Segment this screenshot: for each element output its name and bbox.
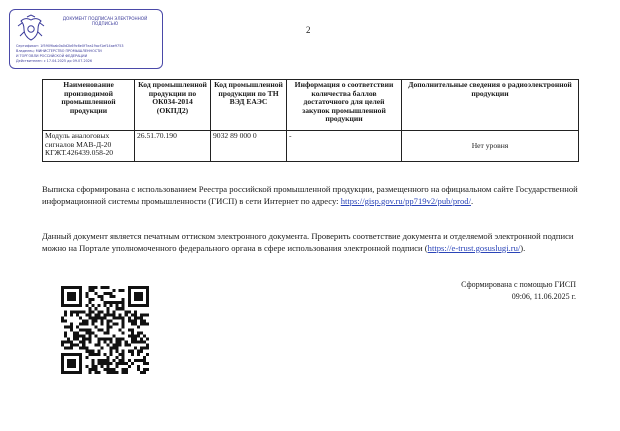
generated-info: [461, 279, 576, 303]
column-header: Наименование производимой промышленной продукции: [43, 80, 135, 131]
stamp-title: ДОКУМЕНТ ПОДПИСАН ЭЛЕКТРОННОЙ ПОДПИСЬЮ: [62, 16, 148, 26]
column-header: Информация о соответствии количества баллов достаточного для целей закупок промышленной продукции: [287, 80, 402, 131]
stamp-validity: Действителен: с 17.04.2025 до 09.07.2026: [16, 59, 93, 63]
signature-stamp: [9, 9, 163, 69]
gisp-link[interactable]: https://gisp.gov.ru/pp719v2/pub/prod/: [340, 195, 471, 206]
product-table: [42, 79, 579, 162]
registry-paragraph: Выписка сформирована с использованием Реестра российской промышленной продукции, размещенного на официальном сайте Государственной информационной системы промышленности (ГИСП) в сети Интернет по адресу: https://gisp.gov.ru/pp719v2/pub/prod/.: [42, 184, 578, 206]
stamp-owner: Владелец: МИНИСТЕРСТВО ПРОМЫШЛЕННОСТИ: [16, 49, 102, 53]
qr-code: [61, 286, 149, 374]
etrust-link[interactable]: https://e-trust.gosuslugi.ru/: [427, 242, 521, 253]
generated-datetime: 09:06, 11.06.2025 г.: [511, 292, 576, 301]
generated-label: Сформирована с помощью ГИСП: [461, 280, 576, 289]
table-row: [43, 131, 579, 162]
product-name-cell: Модуль аналоговых сигналов МАВ-Д-20 КГЖТ.426439.058-20: [43, 131, 135, 162]
coat-of-arms-emblem: [16, 14, 46, 44]
qr-modules: [61, 286, 149, 374]
radioelectronic-info-cell: Нет уровня: [402, 131, 579, 162]
tnved-code-cell: 9032 89 000 0: [211, 131, 287, 162]
stamp-owner-cont: И ТОРГОВЛИ РОССИЙСКОЙ ФЕДЕРАЦИИ: [16, 54, 88, 58]
points-info-cell: -: [287, 131, 402, 162]
page-number: 2: [306, 25, 311, 35]
stamp-certificate: Сертификат: 1f5909bab0a0d2b69c6e0f7ea19acf1ef14ae9753: [16, 44, 124, 48]
column-header: Код промышленной продукции по ОК034-2014 (ОКПД2): [135, 80, 211, 131]
column-header: Дополнительные сведения о радиоэлектронной продукции: [402, 80, 579, 131]
table-header-row: [43, 80, 579, 131]
column-header: Код промышленной продукции по ТН ВЭД ЕАЭС: [211, 80, 287, 131]
verification-paragraph: Данный документ является печатным оттиском электронного документа. Проверить соответствие документа и отделяемой электронной подписи можно на Портале уполномоченного федерального органа в сфере использования электронной подписи (https://e-trust.gosuslugi.ru/).: [42, 231, 574, 253]
okpd2-code-cell: 26.51.70.190: [135, 131, 211, 162]
